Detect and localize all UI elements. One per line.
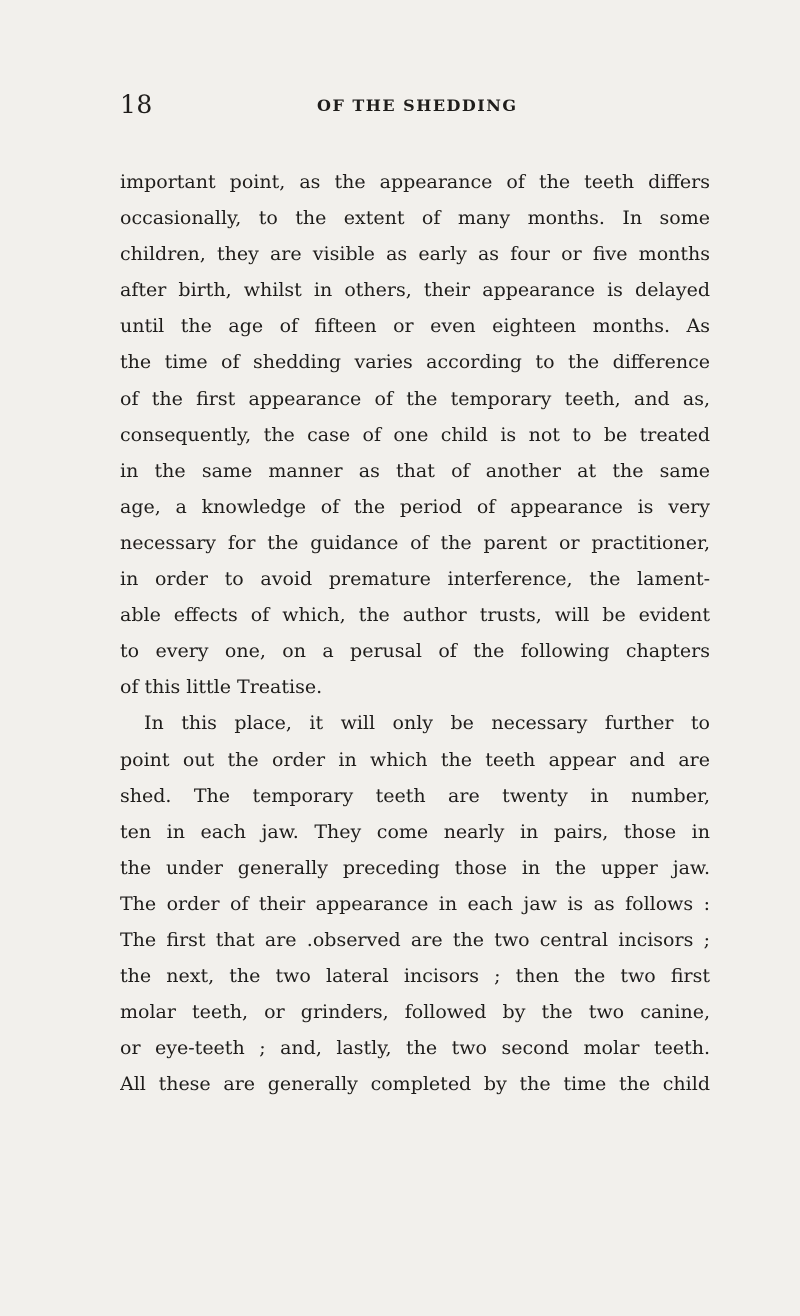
text-line: shed. The temporary teeth are twenty in number, (120, 784, 710, 807)
text-line: occasionally, to the extent of many months. In some (120, 207, 710, 230)
text-line: of this little Treatise. (120, 676, 323, 699)
text-line: until the age of fifteen or even eighteen months. As (120, 315, 710, 338)
text-line: in the same manner as that of another at the same (120, 459, 710, 482)
text-line: age, a knowledge of the period of appearance is very (120, 495, 710, 518)
text-line: children, they are visible as early as four or five months (120, 243, 710, 266)
running-head (112, 90, 718, 124)
text-line: All these are generally completed by the time the child (120, 1073, 710, 1096)
text-line: In this place, it will only be necessary further to (144, 712, 710, 735)
text-line: or eye-teeth ; and, lastly, the two second molar teeth. (120, 1037, 710, 1060)
page-number: 18 (120, 90, 153, 119)
text-line: of the first appearance of the temporary teeth, and as, (120, 387, 710, 410)
text-line: the next, the two lateral incisors ; then the two first (120, 965, 710, 988)
text-line: point out the order in which the teeth appear and are (120, 748, 710, 771)
text-line: important point, as the appearance of the teeth differs (120, 171, 710, 193)
text-line: The first that are .observed are the two central incisors ; (120, 928, 710, 951)
text-line: consequently, the case of one child is not to be treated (120, 423, 710, 446)
text-line: ten in each jaw. They come nearly in pairs, those in (120, 820, 710, 843)
text-line: after birth, whilst in others, their appearance is delayed (120, 279, 710, 302)
text-line: to every one, on a perusal of the following chapters (120, 640, 710, 663)
body-text (120, 164, 710, 1102)
text-line: in order to avoid premature interference, the lament- (120, 568, 710, 591)
running-head-title: OF THE SHEDDING (317, 96, 518, 115)
text-line: necessary for the guidance of the parent or practitioner, (120, 531, 710, 554)
text-line: the time of shedding varies according to the difference (120, 351, 710, 374)
text-line: able effects of which, the author trusts, will be evident (120, 604, 710, 627)
text-line: molar teeth, or grinders, followed by the two canine, (120, 1001, 710, 1024)
text-line: The order of their appearance in each jaw is as follows : (120, 892, 710, 915)
text-line: the under generally preceding those in the upper jaw. (120, 856, 710, 879)
